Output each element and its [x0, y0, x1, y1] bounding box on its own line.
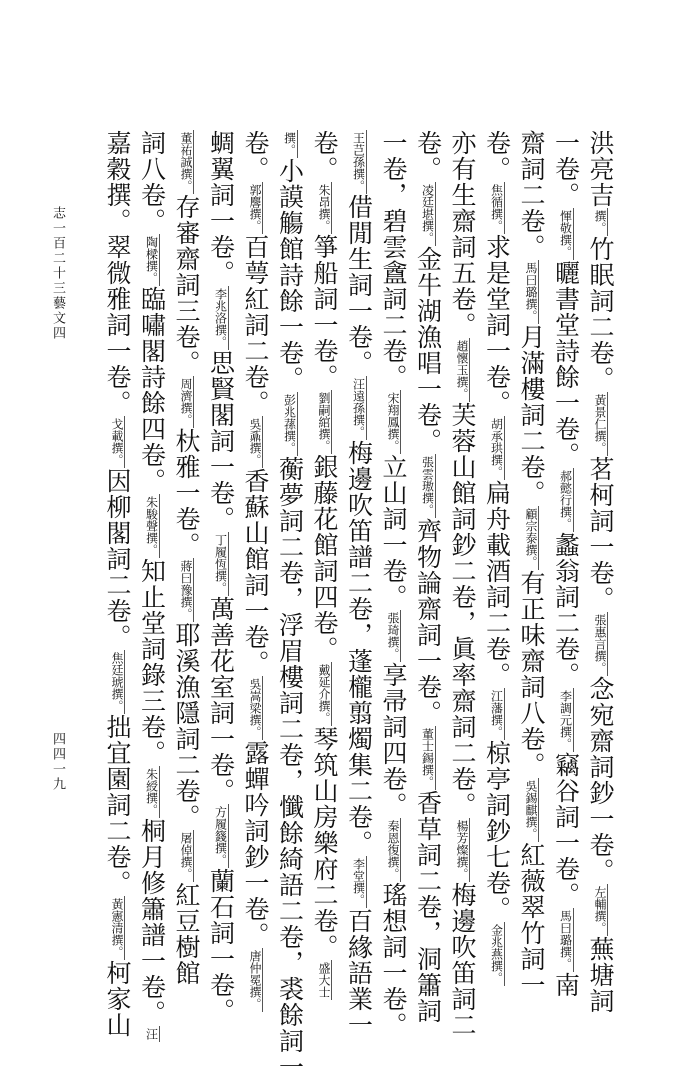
- title-text: 一卷，碧雲盦詞二卷。: [379, 130, 408, 390]
- title-text: 蜩翼詞一卷。: [206, 130, 236, 286]
- author-note: 王芑孫撰。: [351, 132, 366, 192]
- title-text: 齋詞二卷。: [517, 130, 546, 260]
- author-note: 趙懷玉撰。: [455, 340, 469, 400]
- title-text: 香草詞二卷，洞簫詞: [413, 790, 443, 1024]
- title-text: 亦有生齋詞五卷。: [448, 130, 477, 338]
- title-text: 卷。: [482, 130, 512, 182]
- author-note: 董士錫撰。: [420, 728, 435, 788]
- author-note: 劉嗣綰撰。: [317, 392, 331, 452]
- title-text: 柯家山: [103, 960, 132, 1038]
- title-text: 紅薇翠竹詞一: [517, 842, 546, 998]
- title-text: 耶溪漁隱詞二卷。: [172, 622, 201, 830]
- author-note: 董祐誠撰。: [179, 132, 193, 192]
- title-text: 南: [551, 972, 581, 998]
- title-text: 蘭石詞一卷。: [206, 868, 236, 1024]
- section-title: 藝文四: [50, 296, 65, 341]
- text-column: [307, 130, 341, 998]
- page-number: 四四一九: [50, 732, 65, 792]
- author-note: 吳鼒撰。: [248, 418, 262, 466]
- title-text: 卷。: [310, 130, 339, 182]
- author-note: 戈載撰。: [110, 418, 124, 466]
- author-note: 方履籛撰。: [213, 806, 228, 866]
- author-note: 汪: [144, 1028, 159, 1040]
- title-text: 存審齋詞三卷。: [172, 194, 201, 376]
- title-text: 桐月修簫譜一卷。: [137, 818, 167, 1026]
- text-column: [445, 130, 479, 1038]
- title-text: 香蘇山館詞一卷。: [241, 468, 270, 676]
- author-note: 撰。: [282, 132, 297, 156]
- title-text: 借閒生詞一卷。: [344, 194, 374, 376]
- title-text: 露蟬吟詞鈔一卷。: [241, 740, 270, 948]
- author-note: 周濟撰。: [179, 378, 193, 426]
- author-note: 宋翔鳳撰。: [386, 392, 400, 452]
- title-text: 翠微雅詞一卷。: [103, 234, 132, 416]
- author-note: 江藩撰。: [489, 690, 504, 738]
- author-note: 張琦撰。: [386, 612, 400, 660]
- author-note: 馬曰璐撰。: [524, 262, 538, 322]
- text-column: [273, 130, 307, 1080]
- author-note: 丁履恆撰。: [213, 534, 228, 594]
- title-text: 百萼紅詞二卷。: [241, 234, 270, 416]
- author-note: 馬曰璐撰。: [558, 910, 573, 970]
- author-note: 撰。: [593, 210, 607, 234]
- author-note: 金兆燕撰。: [489, 924, 504, 984]
- text-column: [100, 130, 134, 1038]
- title-text: 卷。: [413, 130, 443, 182]
- author-note: 焦循撰。: [489, 184, 504, 232]
- author-note: 郝懿行撰。: [558, 470, 573, 530]
- title-text: 念宛齋詞鈔一卷。: [586, 676, 615, 884]
- author-note: 左輔撰。: [593, 886, 607, 934]
- title-text: 竹眠詞二卷。: [586, 236, 615, 392]
- title-text: 曬書堂詩餘一卷。: [551, 260, 581, 468]
- title-text: 瑤想詞一卷。: [379, 882, 408, 1038]
- text-column: [480, 130, 514, 984]
- title-text: 臨嘯閣詩餘四卷。: [137, 286, 167, 494]
- text-column: [169, 130, 203, 986]
- author-note: 李兆洛撰。: [213, 288, 228, 348]
- text-column: [411, 130, 445, 1024]
- title-text: 知止堂詞錄三卷。: [137, 558, 167, 766]
- text-column: [342, 130, 376, 1038]
- title-text: 梅邊吹笛詞二: [448, 882, 477, 1038]
- text-column: [238, 130, 272, 1010]
- author-note: 吳嵩梁撰。: [248, 678, 262, 738]
- text-column: [583, 130, 617, 1014]
- title-text: 芙蓉山館詞鈔二卷，眞率齋詞二卷。: [448, 402, 477, 818]
- author-note: 盛大士: [317, 962, 331, 998]
- title-text: 小謨觴館詩餘一卷。: [275, 158, 305, 392]
- author-note: 李調元撰。: [558, 690, 573, 750]
- title-text: 茗柯詞一卷。: [586, 456, 615, 612]
- title-text: 竊谷詞一卷。: [551, 752, 581, 908]
- title-text: 梅邊吹笛譜二卷，蓬櫳翦燭集二卷。: [344, 440, 374, 856]
- title-text: 銀藤花館詞四卷。: [310, 454, 339, 662]
- title-text: 詞八卷。: [137, 130, 167, 234]
- text-column: [549, 130, 583, 998]
- author-note: 李堂撰。: [351, 858, 366, 906]
- author-note: 戴延介撰。: [317, 664, 331, 724]
- title-text: 箏船詞一卷。: [310, 234, 339, 390]
- author-note: 楊芳燦撰。: [455, 820, 469, 880]
- author-note: 屠倬撰。: [179, 832, 193, 880]
- author-note: 張惠言撰。: [593, 614, 607, 674]
- author-note: 凌廷堪撰。: [420, 184, 435, 244]
- author-note: 焦廷琥撰。: [110, 652, 124, 712]
- author-note: 吳錫麒撰。: [524, 780, 538, 840]
- title-text: 嘉穀撰。: [103, 130, 132, 234]
- title-text: 有正味齋詞八卷。: [517, 570, 546, 778]
- title-text: 齊物論齋詞一卷。: [413, 518, 443, 726]
- title-text: 金牛湖漁唱一卷。: [413, 246, 443, 454]
- title-text: 因柳閣詞二卷。: [103, 468, 132, 650]
- author-note: 惲敬撰。: [558, 210, 573, 258]
- title-text: 琴筑山房樂府二卷。: [310, 726, 339, 960]
- title-text: 紅豆樹館: [172, 882, 201, 986]
- title-text: 洪亮吉: [586, 130, 615, 208]
- title-text: 蠡翁詞二卷。: [551, 532, 581, 688]
- author-note: 郭麐撰。: [248, 184, 262, 232]
- author-note: 胡承珙撰。: [489, 418, 504, 478]
- text-column: [376, 130, 410, 1038]
- author-note: 朱綬撰。: [144, 768, 159, 816]
- author-note: 朱昂撰。: [317, 184, 331, 232]
- author-note: 張雲璈撰。: [420, 456, 435, 516]
- title-text: 卷。: [241, 130, 270, 182]
- title-text: 月滿樓詞二卷。: [517, 324, 546, 506]
- title-text: 百緣語業一: [344, 908, 374, 1038]
- text-column: [514, 130, 548, 998]
- author-note: 黃憲清撰。: [110, 898, 124, 958]
- title-text: 椋亭詞鈔七卷。: [482, 740, 512, 922]
- title-text: 扁舟載酒詞二卷。: [482, 480, 512, 688]
- author-note: 秦恩復撰。: [386, 820, 400, 880]
- title-text: 杕雅一卷。: [172, 428, 201, 558]
- author-note: 蔣曰豫撰。: [179, 560, 193, 620]
- title-text: 立山詞一卷。: [379, 454, 408, 610]
- author-note: 陶樑撰。: [144, 236, 159, 284]
- author-note: 顧宗泰撰。: [524, 508, 538, 568]
- running-head: [48, 206, 67, 341]
- text-column: [204, 130, 238, 1024]
- author-note: 唐仲冕撰。: [248, 950, 262, 1010]
- volume-title: 志一百二十三: [50, 206, 65, 296]
- title-text: 求是堂詞一卷。: [482, 234, 512, 416]
- title-text: 萬善花室詞一卷。: [206, 596, 236, 804]
- author-note: 朱駿聲撰。: [144, 496, 159, 556]
- title-text: 一卷。: [551, 130, 581, 208]
- title-text: 蕪塘詞: [586, 936, 615, 1014]
- title-text: 享帚詞四卷。: [379, 662, 408, 818]
- title-text: 拙宜園詞二卷。: [103, 714, 132, 896]
- text-column: [135, 130, 169, 1040]
- title-text: 思賢閣詞一卷。: [206, 350, 236, 532]
- author-note: 彭兆蓀撰。: [282, 394, 297, 454]
- title-text: 蘅夢詞二卷，浮眉樓詞二卷，懺餘綺語二卷，裘餘詞一: [275, 456, 305, 1080]
- author-note: 黃景仁撰。: [593, 394, 607, 454]
- author-note: 汪遠孫撰。: [351, 378, 366, 438]
